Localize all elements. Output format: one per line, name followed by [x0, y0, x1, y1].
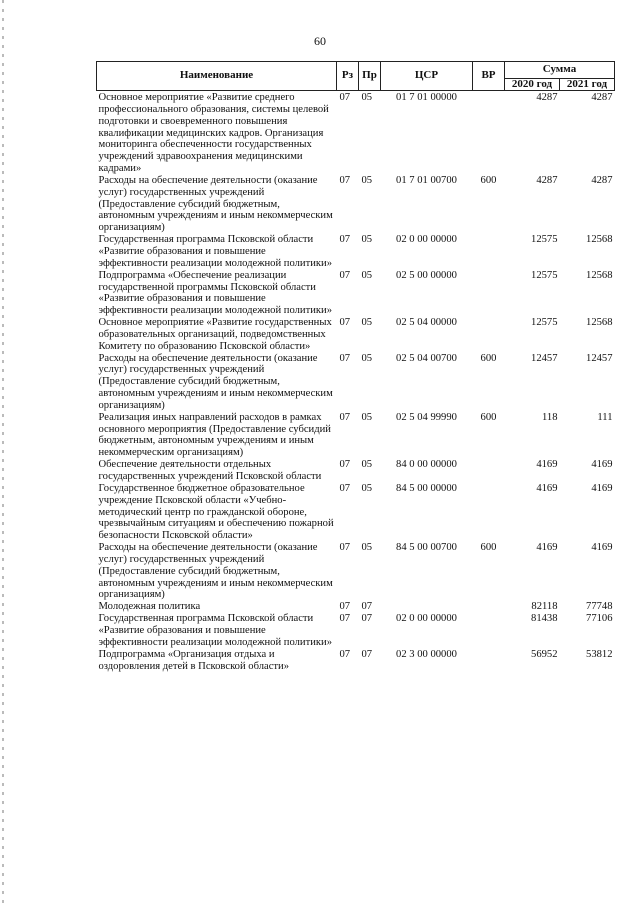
row-rz: 07 — [339, 648, 351, 660]
row-name: Подпрограмма «Организация отдыха и оздоровления детей в Псковской области» — [98, 648, 290, 672]
row-rz: 07 — [339, 269, 351, 281]
row-csr: 01 7 01 00000 — [396, 92, 457, 103]
row-sum-2021: 12457 — [586, 352, 613, 364]
row-sum-2020: 4287 — [536, 174, 558, 186]
row-name: Государственная программа Псковской области «Развитие образования и повышение эффективности реализации молодежной политики» — [98, 234, 332, 269]
table-row — [97, 459, 615, 483]
row-name: Государственная программа Псковской области «Развитие образования и повышение эффективности реализации молодежной политики» — [98, 613, 332, 648]
row-pr: 05 — [361, 482, 373, 494]
row-sum-2020: 4169 — [536, 542, 558, 554]
row-csr: 02 3 00 00000 — [396, 648, 457, 660]
table-row — [97, 353, 615, 412]
row-sum-2020: 4169 — [536, 482, 558, 494]
table-row — [97, 542, 615, 601]
row-vr: 600 — [480, 411, 497, 423]
header-rz: Рз — [337, 62, 359, 91]
row-sum-2021: 4169 — [591, 459, 613, 471]
row-sum-2020: 12575 — [531, 234, 558, 246]
row-name: Основное мероприятие «Развитие среднего профессионального образования, системы целевой подготовки и своевременного повышения квалификации медицинских кадров. Организация мониторинга обеспеченности государственных учреждений здравоохранения медицинскими кадрами» — [98, 92, 329, 175]
header-sum: Сумма — [505, 62, 615, 79]
row-pr: 05 — [361, 234, 373, 246]
row-sum-2020: 81438 — [531, 613, 558, 625]
row-rz: 07 — [339, 601, 351, 613]
row-name: Расходы на обеспечение деятельности (оказание услуг) государственных учреждений (Предоставление субсидий бюджетным, автономным учреждениям и иным некоммерческим организациям) — [98, 542, 333, 601]
scan-edge — [2, 0, 4, 905]
row-rz: 07 — [339, 459, 351, 471]
row-csr: 84 5 00 00000 — [396, 482, 457, 494]
row-rz: 07 — [339, 352, 351, 364]
row-pr: 05 — [361, 411, 373, 423]
table-row — [97, 91, 615, 175]
row-pr: 07 — [361, 648, 373, 660]
row-sum-2021: 12568 — [586, 234, 613, 246]
row-sum-2021: 4287 — [591, 174, 613, 186]
row-pr: 05 — [361, 92, 373, 103]
row-csr: 01 7 01 00700 — [396, 174, 457, 186]
row-pr: 05 — [361, 542, 373, 554]
row-vr: 600 — [480, 174, 497, 186]
row-name: Государственное бюджетное образовательное учреждение Псковской области «Учебно-методический центр по гражданской обороне, чрезвычайным ситуациям и обеспечению пожарной безопасности Псковской области» — [98, 482, 334, 542]
row-name: Расходы на обеспечение деятельности (оказание услуг) государственных учреждений (Предоставление субсидий бюджетным, автономным учреждениям и иным некоммерческим организациям) — [98, 174, 333, 234]
row-csr: 02 5 04 00000 — [396, 317, 457, 329]
row-sum-2021: 12568 — [586, 317, 613, 329]
row-sum-2021: 77106 — [586, 613, 613, 625]
row-pr: 05 — [361, 352, 373, 364]
table-header — [97, 62, 615, 91]
row-pr: 05 — [361, 174, 373, 186]
table-row — [97, 649, 615, 673]
row-rz: 07 — [339, 613, 351, 625]
row-sum-2020: 56952 — [531, 648, 558, 660]
row-sum-2021: 53812 — [586, 648, 613, 660]
row-csr: 84 0 00 00000 — [396, 459, 457, 471]
row-pr: 05 — [361, 317, 373, 329]
row-vr — [473, 317, 505, 353]
row-sum-2020: 118 — [542, 411, 558, 423]
row-csr: 02 5 00 00000 — [396, 269, 457, 281]
header-vr: ВР — [473, 62, 505, 91]
row-rz: 07 — [339, 234, 351, 246]
table-row — [97, 601, 615, 613]
row-sum-2020: 4287 — [536, 92, 558, 103]
row-name: Обеспечение деятельности отдельных государственных учреждений Псковской области — [98, 459, 322, 482]
table-body — [97, 91, 615, 673]
row-name: Основное мероприятие «Развитие государственных образовательных организаций, подведомственных Комитету по образованию Псковской области» — [98, 317, 332, 352]
row-sum-2021: 77748 — [586, 601, 613, 613]
row-name: Молодежная политика — [98, 601, 201, 613]
row-name: Расходы на обеспечение деятельности (оказание услуг) государственных учреждений (Предоставление субсидий бюджетным, автономным учреждениям и иным некоммерческим организациям) — [98, 352, 333, 411]
row-csr: 02 5 04 99990 — [396, 411, 457, 423]
row-sum-2021: 111 — [597, 411, 613, 423]
row-sum-2020: 82118 — [531, 601, 558, 613]
row-csr — [381, 601, 473, 613]
row-csr: 84 5 00 00700 — [396, 542, 457, 554]
row-sum-2020: 4169 — [536, 459, 558, 471]
row-name: Подпрограмма «Обеспечение реализации государственной программы Псковской области «Развитие образования и повышение эффективности реализации молодежной политики» — [98, 269, 332, 317]
row-csr: 02 0 00 00000 — [396, 613, 457, 625]
header-csr: ЦСР — [381, 62, 473, 91]
row-pr: 05 — [361, 269, 373, 281]
row-rz: 07 — [339, 411, 351, 423]
row-vr: 600 — [480, 352, 497, 364]
row-vr — [473, 649, 505, 673]
table-row — [97, 483, 615, 542]
row-rz: 07 — [339, 542, 351, 554]
row-rz: 07 — [339, 174, 351, 186]
row-sum-2021: 4169 — [591, 482, 613, 494]
row-sum-2021: 12568 — [586, 269, 613, 281]
row-rz: 07 — [339, 92, 351, 103]
header-year-2021: 2021 год — [560, 79, 615, 91]
row-rz: 07 — [339, 482, 351, 494]
row-pr: 07 — [361, 601, 373, 613]
row-vr — [473, 483, 505, 542]
row-vr — [473, 459, 505, 483]
row-vr — [473, 601, 505, 613]
table-row — [97, 234, 615, 270]
header-pr: Пр — [359, 62, 381, 91]
row-sum-2021: 4287 — [591, 92, 613, 103]
page-number: 60 — [314, 34, 326, 48]
row-vr — [473, 613, 505, 649]
table-row — [97, 317, 615, 353]
budget-table — [96, 61, 615, 672]
row-sum-2020: 12575 — [531, 317, 558, 329]
table-row — [97, 412, 615, 459]
row-sum-2020: 12457 — [531, 352, 558, 364]
row-sum-2020: 12575 — [531, 269, 558, 281]
row-pr: 05 — [361, 459, 373, 471]
row-name: Реализация иных направлений расходов в рамках основного мероприятия (Предоставление субсидий бюджетным, автономным учреждениям и иным некоммерческим организациям) — [98, 411, 331, 459]
row-vr — [473, 270, 505, 317]
row-vr — [473, 91, 505, 175]
row-vr: 600 — [480, 542, 497, 554]
header-name: Наименование — [97, 62, 337, 91]
table-row — [97, 613, 615, 649]
row-sum-2021: 4169 — [591, 542, 613, 554]
row-csr: 02 0 00 00000 — [396, 234, 457, 246]
table-row — [97, 270, 615, 317]
row-vr — [473, 234, 505, 270]
row-pr: 07 — [361, 613, 373, 625]
row-rz: 07 — [339, 317, 351, 329]
header-year-2020: 2020 год — [505, 79, 560, 91]
row-csr: 02 5 04 00700 — [396, 352, 457, 364]
table-row — [97, 175, 615, 234]
